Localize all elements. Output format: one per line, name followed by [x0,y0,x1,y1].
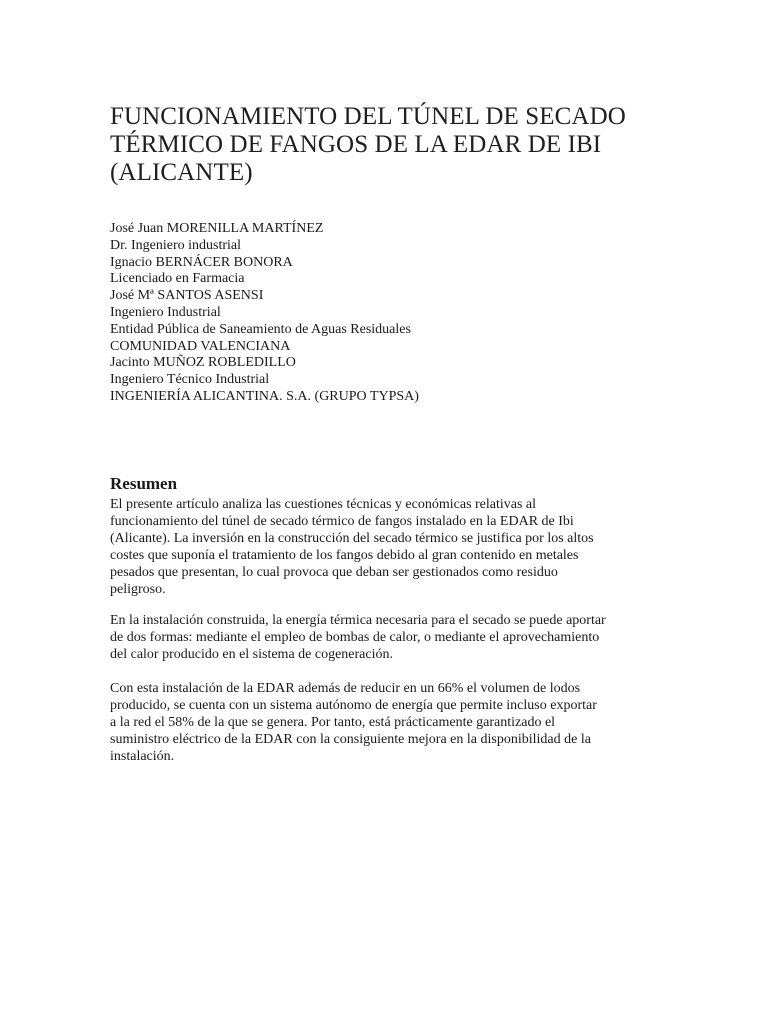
author-name: José Juan MORENILLA MARTÍNEZ [110,221,324,236]
author-affiliation: Dr. Ingeniero industrial [110,237,242,253]
author-list [110,221,419,406]
text-line: Con esta instalación de la EDAR además de reducir en un 66% el volumen de lodos [110,681,581,696]
text-line: producido, se cuenta con un sistema autónomo de energía que permite incluso exportar [110,698,597,713]
text-line: costes que suponía el tratamiento de los fangos debido al gran contenido en metales [110,548,579,563]
author-affiliation: Ingeniero Técnico Industrial [110,372,270,388]
text-line: El presente artículo analiza las cuestiones técnicas y económicas relativas al [110,497,537,512]
author-affiliation: Ingeniero Industrial [110,304,221,320]
abstract-paragraph [110,680,670,765]
text-line: a la red el 58% de la que se genera. Por tanto, está prácticamente garantizado el [110,715,556,730]
text-line: funcionamiento del túnel de secado térmico de fangos instalado en la EDAR de Ibi [110,514,574,529]
author-name: Jacinto MUÑOZ ROBLEDILLO [110,355,296,371]
author-name: José Mª SANTOS ASENSI [110,288,264,304]
author-affiliation: INGENIERÍA ALICANTINA. S.A. (GRUPO TYPSA) [110,388,419,404]
title-line: (ALICANTE) [110,159,253,186]
text-line: pesados que presentan, lo cual provoca que deban ser gestionados como residuo [110,565,558,580]
author-name: Ignacio BERNÁCER BONORA [110,254,293,270]
text-line: del calor producido en el sistema de cogeneración. [110,647,393,662]
text-line: instalación. [110,749,175,764]
text-line: En la instalación construida, la energía térmica necesaria para el secado se puede aportar [110,613,606,628]
title-line: TÉRMICO DE FANGOS DE LA EDAR DE IBI [110,131,602,158]
abstract-paragraph [110,612,670,663]
text-line: (Alicante). La inversión en la construcción del secado térmico se justifica por los altos [110,531,594,546]
text-line: peligroso. [110,582,166,597]
abstract-paragraph [110,496,670,598]
document-title [110,103,670,187]
abstract-heading: Resumen [110,474,178,493]
author-affiliation: Entidad Pública de Saneamiento de Aguas Residuales [110,321,411,337]
author-affiliation: Licenciado en Farmacia [110,271,245,287]
text-line: de dos formas: mediante el empleo de bombas de calor, o mediante el aprovechamiento [110,630,600,645]
title-line: FUNCIONAMIENTO DEL TÚNEL DE SECADO [110,103,626,130]
text-line: suministro eléctrico de la EDAR con la consiguiente mejora en la disponibilidad de la [110,732,591,747]
author-affiliation: COMUNIDAD VALENCIANA [110,338,291,354]
